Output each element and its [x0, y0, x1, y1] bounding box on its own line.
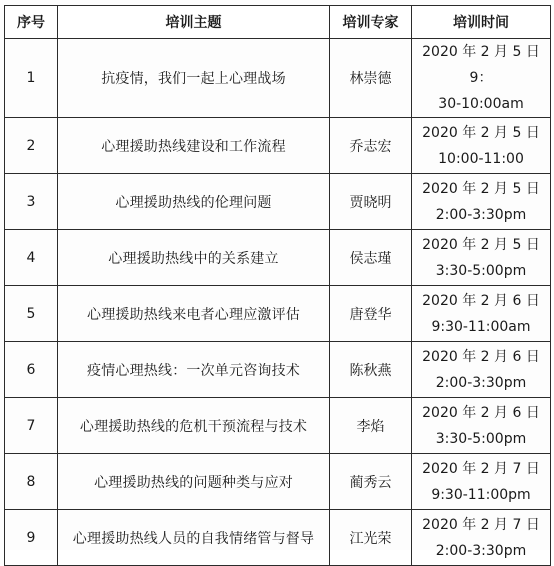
row-date: 2020 年 2 月 5 日: [422, 236, 540, 253]
row-date: 2020 年 2 月 6 日: [422, 348, 540, 365]
table-row: [5, 398, 551, 454]
row-number: 9: [5, 510, 58, 566]
row-date: 2020 年 2 月 6 日: [422, 292, 540, 309]
table-header-row: [5, 6, 551, 39]
header-time: 培训时间: [412, 6, 551, 39]
table-row: [5, 510, 551, 566]
table-row: [5, 286, 551, 342]
row-topic: 心理援助热线的伦理问题: [58, 174, 330, 230]
table-row: [5, 342, 551, 398]
row-date: 2020 年 2 月 5 日: [422, 124, 540, 141]
table-row: [5, 118, 551, 174]
row-expert: 侯志瑾: [330, 230, 412, 286]
row-time-cell: [412, 286, 551, 342]
row-time: 9:30-11:00am: [431, 318, 531, 335]
row-number: 6: [5, 342, 58, 398]
row-time: 10:00-11:00: [438, 150, 524, 167]
table-row: [5, 174, 551, 230]
row-time-cell: [412, 118, 551, 174]
row-date: 2020 年 2 月 7 日: [422, 460, 540, 477]
row-topic: 心理援助热线人员的自我情绪管与督导: [58, 510, 330, 566]
row-time: 9:30-11:00pm: [431, 486, 531, 503]
row-expert: 林崇德: [330, 39, 412, 118]
row-topic: 疫情心理热线：一次单元咨询技术: [58, 342, 330, 398]
table-row: [5, 230, 551, 286]
row-topic: 心理援助热线建设和工作流程: [58, 118, 330, 174]
header-topic: 培训主题: [58, 6, 330, 39]
row-time-cell: [412, 398, 551, 454]
row-expert: 蔺秀云: [330, 454, 412, 510]
row-date: 2020 年 2 月 5 日: [422, 180, 540, 197]
row-date: 2020 年 2 月 6 日: [422, 404, 540, 421]
row-topic: 心理援助热线中的关系建立: [58, 230, 330, 286]
row-topic: 心理援助热线的危机干预流程与技术: [58, 398, 330, 454]
row-time-cell: [412, 510, 551, 566]
row-time-cell: [412, 454, 551, 510]
row-number: 1: [5, 39, 58, 118]
row-time: 3:30-5:00pm: [435, 262, 527, 279]
row-number: 4: [5, 230, 58, 286]
row-time: 3:30-5:00pm: [435, 430, 527, 447]
row-time: 2:00-3:30pm: [435, 206, 527, 223]
row-number: 3: [5, 174, 58, 230]
row-time-cell: [412, 230, 551, 286]
row-time-cell: [412, 39, 551, 118]
row-time: 2:00-3:30pm: [435, 542, 527, 559]
header-expert: 培训专家: [330, 6, 412, 39]
row-topic: 心理援助热线来电者心理应激评估: [58, 286, 330, 342]
row-date: 2020 年 2 月 5 日 9：: [422, 44, 540, 86]
row-time-cell: [412, 342, 551, 398]
row-number: 5: [5, 286, 58, 342]
row-time: 30-10:00am: [438, 96, 524, 112]
header-no: 序号: [5, 6, 58, 39]
row-expert: 陈秋燕: [330, 342, 412, 398]
row-time-cell: [412, 174, 551, 230]
row-date: 2020 年 2 月 7 日: [422, 516, 540, 533]
row-time: 2:00-3:30pm: [435, 374, 527, 391]
row-number: 7: [5, 398, 58, 454]
row-topic: 抗疫情，我们一起上心理战场: [58, 39, 330, 118]
row-topic: 心理援助热线的问题种类与应对: [58, 454, 330, 510]
row-number: 8: [5, 454, 58, 510]
row-expert: 贾晓明: [330, 174, 412, 230]
row-expert: 乔志宏: [330, 118, 412, 174]
table-row: [5, 39, 551, 118]
training-schedule-table: [4, 5, 551, 566]
row-expert: 江光荣: [330, 510, 412, 566]
row-number: 2: [5, 118, 58, 174]
row-expert: 李焰: [330, 398, 412, 454]
table-row: [5, 454, 551, 510]
row-expert: 唐登华: [330, 286, 412, 342]
